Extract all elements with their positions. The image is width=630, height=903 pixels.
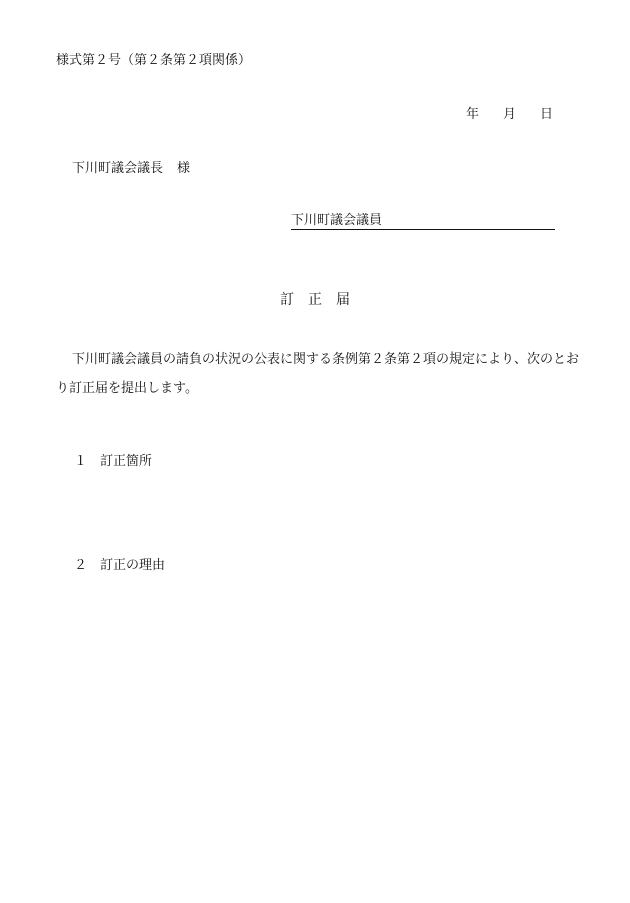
addressee-honorific: 様 bbox=[177, 161, 191, 176]
item-number: ２ bbox=[74, 558, 88, 573]
date-year-label: 年 bbox=[466, 107, 480, 122]
sender-field bbox=[291, 212, 555, 230]
addressee-name: 下川町議会議長 bbox=[72, 161, 164, 176]
sender-label: 下川町議会議員 bbox=[291, 213, 383, 228]
item-label: 訂正箇所 bbox=[100, 454, 153, 469]
item-correction-reason bbox=[74, 557, 165, 575]
document-title: 訂正届 bbox=[280, 292, 364, 308]
date-day-label: 日 bbox=[540, 107, 554, 122]
date-line bbox=[466, 106, 553, 124]
date-month-label: 月 bbox=[503, 107, 517, 122]
item-number: １ bbox=[74, 454, 88, 469]
item-correction-location bbox=[74, 453, 152, 471]
item-label: 訂正の理由 bbox=[100, 558, 166, 573]
body-text: 下川町議会議員の請負の状況の公表に関する条例第２条第２項の規定により、次のとおり訂正届を提出します。 bbox=[56, 352, 580, 396]
form-number: 様式第２号（第２条第２項関係） bbox=[56, 53, 252, 68]
addressee bbox=[72, 160, 190, 178]
